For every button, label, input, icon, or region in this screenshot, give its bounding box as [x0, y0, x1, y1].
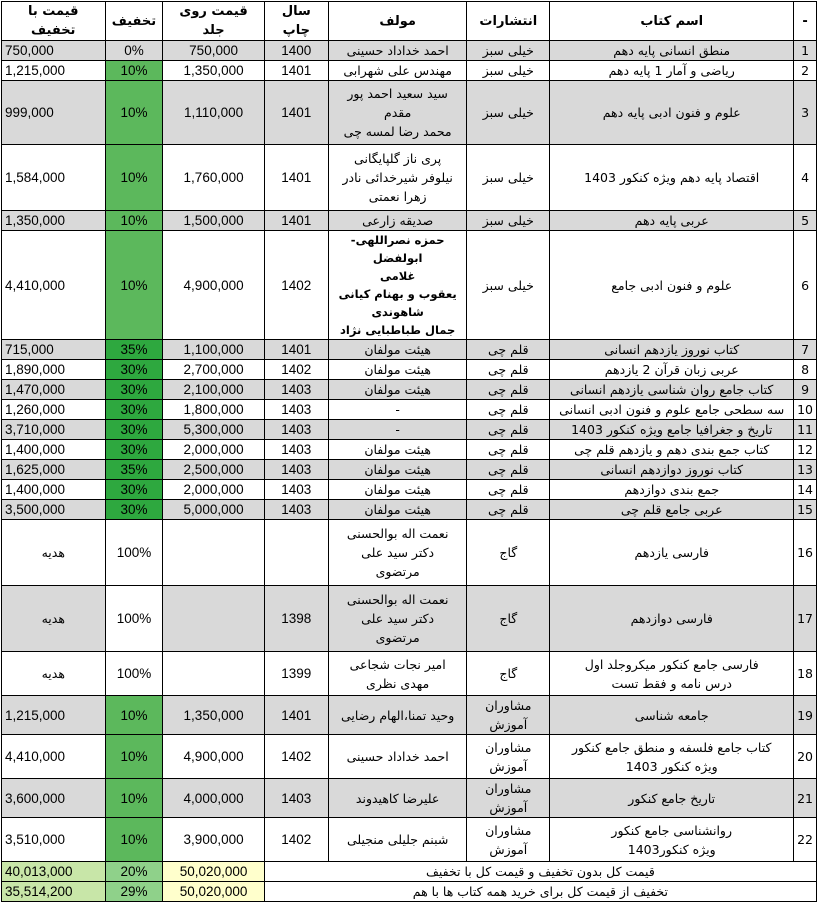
cover-price-cell: 1,100,000 — [163, 340, 264, 360]
publisher-cell: خیلی سبز — [467, 231, 550, 340]
discount-cell: 30% — [105, 480, 163, 500]
cover-price-cell: 3,900,000 — [163, 818, 264, 862]
row-index-cell: 18 — [794, 652, 817, 696]
year-cell: 1402 — [264, 818, 328, 862]
row-index-cell: 16 — [794, 520, 817, 586]
year-cell: 1403 — [264, 779, 328, 818]
publisher-cell: قلم چی — [467, 400, 550, 420]
table-row — [2, 520, 817, 586]
book-title-cell: جامعه شناسی — [550, 696, 794, 735]
row-index-cell: 8 — [794, 360, 817, 380]
discount-cell: 30% — [105, 380, 163, 400]
publisher-cell: قلم چی — [467, 440, 550, 460]
year-cell: 1401 — [264, 211, 328, 231]
year-cell: 1403 — [264, 500, 328, 520]
year-cell: 1403 — [264, 460, 328, 480]
table-row — [2, 440, 817, 460]
author-cell: هیئت مولفان — [328, 500, 467, 520]
row-index-cell: 7 — [794, 340, 817, 360]
publisher-cell: قلم چی — [467, 340, 550, 360]
row-index-cell: 21 — [794, 779, 817, 818]
cover-price-cell: 1,110,000 — [163, 81, 264, 145]
publisher-cell: مشاوران آموزش — [467, 818, 550, 862]
row-index-cell: 15 — [794, 500, 817, 520]
author-cell: هیئت مولفان — [328, 440, 467, 460]
table-row — [2, 400, 817, 420]
table-row — [2, 735, 817, 779]
header-row — [2, 2, 817, 41]
summary-discount: 20% — [105, 862, 163, 882]
final-price-cell: 750,000 — [2, 41, 106, 61]
summary-final-price: 35,514,200 — [2, 882, 106, 902]
year-cell: 1402 — [264, 231, 328, 340]
book-title-cell: علوم و فنون ادبی پایه دهم — [550, 81, 794, 145]
book-title-cell: کتاب جامع روان شناسی یازدهم انسانی — [550, 380, 794, 400]
cover-price-cell: 4,000,000 — [163, 779, 264, 818]
final-price-cell: 3,510,000 — [2, 818, 106, 862]
year-cell: 1399 — [264, 652, 328, 696]
year-cell: 1401 — [264, 696, 328, 735]
book-title-cell: عربی پایه دهم — [550, 211, 794, 231]
discount-cell: 10% — [105, 81, 163, 145]
author-cell: - — [328, 420, 467, 440]
final-price-cell: 4,410,000 — [2, 735, 106, 779]
cover-price-cell: 2,000,000 — [163, 480, 264, 500]
year-cell: 1401 — [264, 340, 328, 360]
row-index-cell: 6 — [794, 231, 817, 340]
author-cell: وحید تمنا،الهام رضایی — [328, 696, 467, 735]
author-cell: علیرضا کاهیدوند — [328, 779, 467, 818]
year-cell: 1400 — [264, 41, 328, 61]
header-author: مولف — [328, 2, 467, 41]
discount-cell: 10% — [105, 211, 163, 231]
row-index-cell: 17 — [794, 586, 817, 652]
discount-cell: 100% — [105, 652, 163, 696]
year-cell: 1403 — [264, 420, 328, 440]
book-title-cell: فارسی یازدهم — [550, 520, 794, 586]
year-cell: 1403 — [264, 440, 328, 460]
cover-price-cell: 1,350,000 — [163, 61, 264, 81]
row-index-cell: 9 — [794, 380, 817, 400]
row-index-cell: 19 — [794, 696, 817, 735]
table-row — [2, 41, 817, 61]
publisher-cell: گاج — [467, 520, 550, 586]
publisher-cell: قلم چی — [467, 460, 550, 480]
book-title-cell: کتاب نوروز یازدهم انسانی — [550, 340, 794, 360]
publisher-cell: مشاوران آموزش — [467, 735, 550, 779]
table-row — [2, 420, 817, 440]
author-cell: هیئت مولفان — [328, 480, 467, 500]
row-index-cell: 10 — [794, 400, 817, 420]
discount-cell: 30% — [105, 440, 163, 460]
discount-cell: 10% — [105, 696, 163, 735]
discount-cell: 30% — [105, 360, 163, 380]
book-title-cell: اقتصاد پایه دهم ویژه کنکور 1403 — [550, 145, 794, 211]
summary-row — [2, 862, 817, 882]
table-row — [2, 500, 817, 520]
author-cell: - — [328, 400, 467, 420]
author-cell: پری ناز گلپایگانی نیلوفر شیرخدائی نادر زهرا نعمتی — [328, 145, 467, 211]
final-price-cell: 3,710,000 — [2, 420, 106, 440]
cover-price-cell: 5,300,000 — [163, 420, 264, 440]
book-title-cell: ریاضی و آمار 1 پایه دهم — [550, 61, 794, 81]
final-price-cell: 1,260,000 — [2, 400, 106, 420]
final-price-cell: 1,400,000 — [2, 480, 106, 500]
table-row — [2, 61, 817, 81]
cover-price-cell: 4,900,000 — [163, 735, 264, 779]
cover-price-cell: 4,900,000 — [163, 231, 264, 340]
table-row — [2, 696, 817, 735]
table-row — [2, 652, 817, 696]
year-cell: 1403 — [264, 480, 328, 500]
discount-cell: 0% — [105, 41, 163, 61]
publisher-cell: خیلی سبز — [467, 41, 550, 61]
year-cell: 1398 — [264, 586, 328, 652]
author-cell: امیر نجات شجاعی مهدی نظری — [328, 652, 467, 696]
author-cell: صدیقه زارعی — [328, 211, 467, 231]
cover-price-cell: 750,000 — [163, 41, 264, 61]
book-title-cell: عربی جامع قلم چی — [550, 500, 794, 520]
publisher-cell: قلم چی — [467, 480, 550, 500]
header-index: - — [794, 2, 817, 41]
final-price-cell: 1,215,000 — [2, 696, 106, 735]
discount-cell: 10% — [105, 231, 163, 340]
row-index-cell: 2 — [794, 61, 817, 81]
discount-cell: 30% — [105, 500, 163, 520]
final-price-cell: 1,584,000 — [2, 145, 106, 211]
publisher-cell: مشاوران آموزش — [467, 696, 550, 735]
publisher-cell: خیلی سبز — [467, 145, 550, 211]
table-row — [2, 360, 817, 380]
year-cell: 1401 — [264, 81, 328, 145]
table-row — [2, 145, 817, 211]
discount-cell: 10% — [105, 818, 163, 862]
publisher-cell: گاج — [467, 652, 550, 696]
table-row — [2, 460, 817, 480]
author-cell: نعمت اله بوالحسنی دکتر سید علی مرتضوی — [328, 520, 467, 586]
year-cell: 1402 — [264, 360, 328, 380]
row-index-cell: 4 — [794, 145, 817, 211]
book-title-cell: منطق انسانی پایه دهم — [550, 41, 794, 61]
year-cell: 1403 — [264, 400, 328, 420]
final-price-cell: 1,625,000 — [2, 460, 106, 480]
final-price-cell: 1,350,000 — [2, 211, 106, 231]
publisher-cell: خیلی سبز — [467, 81, 550, 145]
final-price-cell: 715,000 — [2, 340, 106, 360]
final-price-cell: 999,000 — [2, 81, 106, 145]
author-cell: حمزه نصراللهی-ابولفضل غلامی یعقوب و بهنام کیانی شاهوندی جمال طباطبایی نژاد — [328, 231, 467, 340]
table-row — [2, 211, 817, 231]
final-price-cell: 3,600,000 — [2, 779, 106, 818]
discount-cell: 35% — [105, 340, 163, 360]
table-row — [2, 586, 817, 652]
row-index-cell: 13 — [794, 460, 817, 480]
author-cell: احمد خداداد حسینی — [328, 735, 467, 779]
header-discount: تخفیف — [105, 2, 163, 41]
publisher-cell: قلم چی — [467, 420, 550, 440]
author-cell: هیئت مولفان — [328, 340, 467, 360]
final-price-cell: هدیه — [2, 520, 106, 586]
cover-price-cell — [163, 586, 264, 652]
book-title-cell: تاریخ و جغرافیا جامع ویژه کنکور 1403 — [550, 420, 794, 440]
book-title-cell: عربی زبان قرآن 2 یازدهم — [550, 360, 794, 380]
summary-label: تخفیف از قیمت کل برای خرید همه کتاب ها با هم — [264, 882, 816, 902]
cover-price-cell: 2,100,000 — [163, 380, 264, 400]
publisher-cell: قلم چی — [467, 500, 550, 520]
table-row — [2, 340, 817, 360]
author-cell: هیئت مولفان — [328, 460, 467, 480]
header-price: قیمت روی جلد — [163, 2, 264, 41]
publisher-cell: قلم چی — [467, 360, 550, 380]
summary-row — [2, 882, 817, 902]
year-cell: 1401 — [264, 61, 328, 81]
publisher-cell: گاج — [467, 586, 550, 652]
year-cell: 1401 — [264, 145, 328, 211]
publisher-cell: خیلی سبز — [467, 61, 550, 81]
publisher-cell: خیلی سبز — [467, 211, 550, 231]
discount-cell: 35% — [105, 460, 163, 480]
year-cell: 1403 — [264, 380, 328, 400]
discount-cell: 10% — [105, 779, 163, 818]
book-title-cell: فارسی جامع کنکور میکروجلد اول درس نامه و فقط تست — [550, 652, 794, 696]
summary-cover-price: 50,020,000 — [163, 882, 264, 902]
row-index-cell: 1 — [794, 41, 817, 61]
cover-price-cell — [163, 520, 264, 586]
cover-price-cell: 1,500,000 — [163, 211, 264, 231]
summary-discount: 29% — [105, 882, 163, 902]
summary-final-price: 40,013,000 — [2, 862, 106, 882]
author-cell: مهندس علی شهرابی — [328, 61, 467, 81]
row-index-cell: 5 — [794, 211, 817, 231]
table-row — [2, 81, 817, 145]
author-cell: سید سعید احمد پور مقدم محمد رضا لمسه چی — [328, 81, 467, 145]
discount-cell: 30% — [105, 420, 163, 440]
final-price-cell: 4,410,000 — [2, 231, 106, 340]
table-row — [2, 818, 817, 862]
final-price-cell: 1,470,000 — [2, 380, 106, 400]
book-title-cell: فارسی دوازدهم — [550, 586, 794, 652]
table-row — [2, 380, 817, 400]
final-price-cell: هدیه — [2, 586, 106, 652]
header-final-price: قیمت با تخفیف — [2, 2, 106, 41]
row-index-cell: 12 — [794, 440, 817, 460]
cover-price-cell: 2,000,000 — [163, 440, 264, 460]
final-price-cell: 1,890,000 — [2, 360, 106, 380]
book-title-cell: روانشناسی جامع کنکور ویژه کنکور1403 — [550, 818, 794, 862]
final-price-cell: 1,215,000 — [2, 61, 106, 81]
book-title-cell: جمع بندی دوازدهم — [550, 480, 794, 500]
header-year: سال چاپ — [264, 2, 328, 41]
header-publisher: انتشارات — [467, 2, 550, 41]
author-cell: شبنم جلیلی منجیلی — [328, 818, 467, 862]
row-index-cell: 3 — [794, 81, 817, 145]
book-title-cell: کتاب نوروز دوازدهم انسانی — [550, 460, 794, 480]
final-price-cell: 1,400,000 — [2, 440, 106, 460]
cover-price-cell: 5,000,000 — [163, 500, 264, 520]
cover-price-cell — [163, 652, 264, 696]
author-cell: هیئت مولفان — [328, 380, 467, 400]
book-title-cell: سه سطحی جامع علوم و فنون ادبی انسانی — [550, 400, 794, 420]
publisher-cell: مشاوران آموزش — [467, 779, 550, 818]
book-title-cell: تاریخ جامع کنکور — [550, 779, 794, 818]
table-row — [2, 480, 817, 500]
publisher-cell: قلم چی — [467, 380, 550, 400]
discount-cell: 100% — [105, 586, 163, 652]
row-index-cell: 20 — [794, 735, 817, 779]
final-price-cell: 3,500,000 — [2, 500, 106, 520]
book-title-cell: کتاب جامع فلسفه و منطق جامع کنکور ویژه کنکور 1403 — [550, 735, 794, 779]
book-title-cell: علوم و فنون ادبی جامع — [550, 231, 794, 340]
author-cell: نعمت اله بوالحسنی دکتر سید علی مرتضوی — [328, 586, 467, 652]
cover-price-cell: 1,350,000 — [163, 696, 264, 735]
discount-cell: 10% — [105, 145, 163, 211]
cover-price-cell: 2,500,000 — [163, 460, 264, 480]
row-index-cell: 14 — [794, 480, 817, 500]
book-title-cell: کتاب جمع بندی دهم و یازدهم قلم چی — [550, 440, 794, 460]
discount-cell: 30% — [105, 400, 163, 420]
cover-price-cell: 1,800,000 — [163, 400, 264, 420]
summary-cover-price: 50,020,000 — [163, 862, 264, 882]
discount-cell: 100% — [105, 520, 163, 586]
book-price-table — [1, 1, 817, 902]
year-cell — [264, 520, 328, 586]
author-cell: هیئت مولفان — [328, 360, 467, 380]
cover-price-cell: 1,760,000 — [163, 145, 264, 211]
header-title: اسم کتاب — [550, 2, 794, 41]
table-row — [2, 779, 817, 818]
row-index-cell: 11 — [794, 420, 817, 440]
discount-cell: 10% — [105, 61, 163, 81]
table-row — [2, 231, 817, 340]
cover-price-cell: 2,700,000 — [163, 360, 264, 380]
summary-label: قیمت کل بدون تخفیف و قیمت کل با تخفیف — [264, 862, 816, 882]
row-index-cell: 22 — [794, 818, 817, 862]
author-cell: احمد خداداد حسینی — [328, 41, 467, 61]
year-cell: 1402 — [264, 735, 328, 779]
final-price-cell: هدیه — [2, 652, 106, 696]
discount-cell: 10% — [105, 735, 163, 779]
